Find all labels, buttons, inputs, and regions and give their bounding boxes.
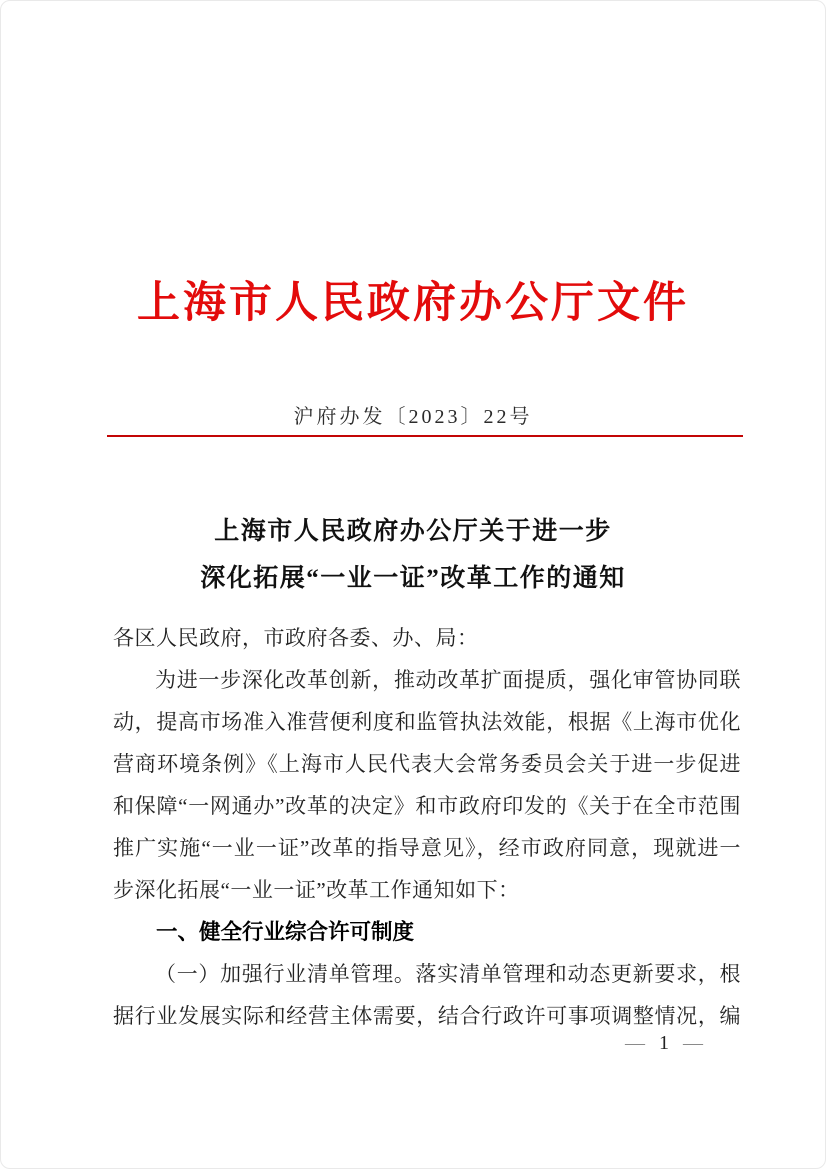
letterhead-divider-line xyxy=(107,435,743,437)
section-heading: 一、健全行业综合许可制度 xyxy=(156,920,415,944)
body-line: 步深化拓展“一业一证”改革工作通知如下： xyxy=(113,878,520,902)
page-number-dash-left: — xyxy=(625,1032,645,1054)
page-number-value: 1 xyxy=(659,1032,669,1054)
document-body xyxy=(113,617,741,1037)
document-number: 沪府办发〔2023〕22号 xyxy=(293,406,533,428)
document-title-line-1: 上海市人民政府办公厅关于进一步 xyxy=(214,518,612,545)
body-line: 为进一步深化改革创新，推动改革扩面提质，强化审管协同联 xyxy=(155,668,741,692)
document-title-line-2: 深化拓展“一业一证”改革工作的通知 xyxy=(200,565,626,592)
body-line: 动，提高市场准入准营便利度和监管执法效能，根据《上海市优化 xyxy=(113,710,741,734)
body-line: 据行业发展实际和经营主体需要，结合行政许可事项调整情况，编 xyxy=(113,1004,741,1028)
page-number xyxy=(625,1032,703,1055)
body-line: 推广实施“一业一证”改革的指导意见》，经市政府同意，现就进一 xyxy=(113,836,741,860)
body-line: （一）加强行业清单管理。落实清单管理和动态更新要求，根 xyxy=(155,962,741,986)
body-line: 营商环境条例》《上海市人民代表大会常务委员会关于进一步促进 xyxy=(113,752,741,776)
body-line: 和保障“一网通办”改革的决定》和市政府印发的《关于在全市范围 xyxy=(113,794,741,818)
salutation-line: 各区人民政府，市政府各委、办、局： xyxy=(113,626,479,650)
page-number-dash-right: — xyxy=(683,1032,703,1054)
document-title xyxy=(1,508,825,602)
letterhead-title: 上海市人民政府办公厅文件 xyxy=(137,280,689,327)
